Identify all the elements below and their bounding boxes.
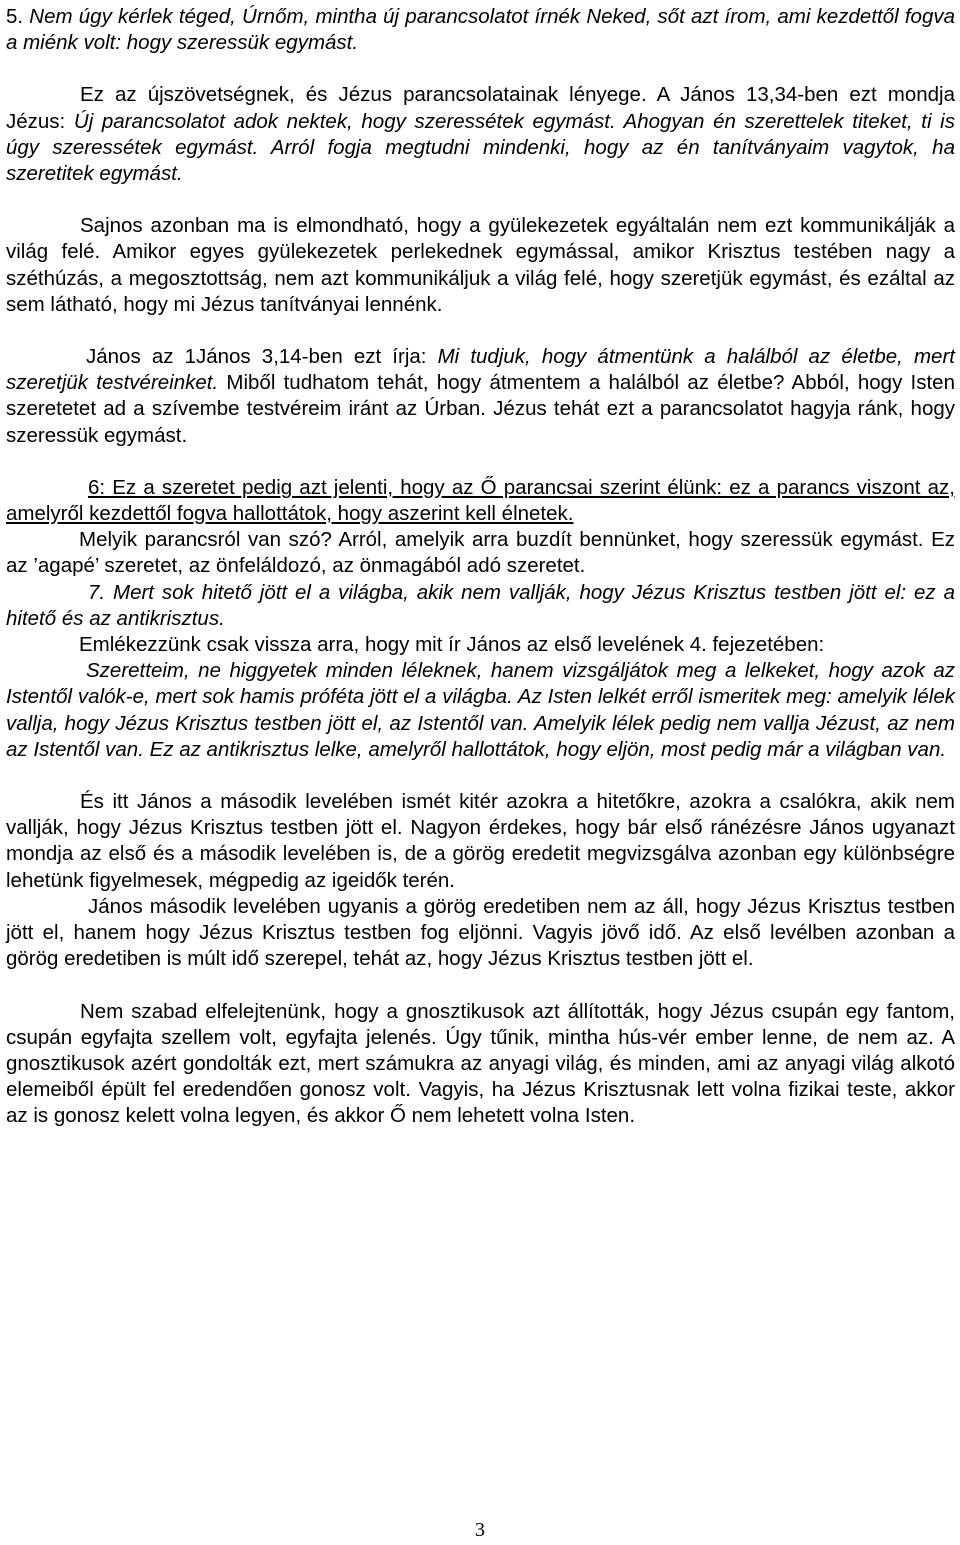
text-run: Nem szabad elfelejtenünk, hogy a gnosztikusok azt állították, hogy Jézus csupán egy fantom, csupán egyfajta szellem volt, egyfajta jelenés. Úgy tűnik, mintha hús-vér ember lenne, de nem az. A gnosztikusok azért gondolták ezt, mert számukra az anyagi világ, és minden, ami az anyagi világ alkotó elemeiből épült fel eredendően gonosz volt. Vagyis, ha Jézus Krisztusnak lett volna fizikai teste, akkor az is gonosz kelett volna legyen, és akkor Ő nem lehetett volna Isten. [6, 999, 955, 1128]
paragraph-communication [6, 213, 955, 318]
paragraph-which-command [6, 527, 955, 579]
verse-text: Nem úgy kérlek téged, Úrnőm, mintha új parancsolatot írnék Neked, sőt azt írom, ami kezdettől fogva a miénk volt: hogy szeressük egymást. [6, 5, 956, 55]
paragraph-verse-7 [6, 580, 955, 632]
paragraph-verse-6 [6, 475, 955, 527]
text-run: Sajnos azonban ma is elmondható, hogy a gyülekezetek egyáltalán nem ezt kommunikálják a világ felé. Amikor egyes gyülekezetek perlekednek egymással, amikor Krisztus testében nagy a széthúzás, a megosztottság, nem azt kommunikáljuk a világ felé, hogy szeretjük egymást, és ezáltal az sem látható, hogy mi Jézus tanítványai lennénk. [6, 214, 955, 316]
text-run: Melyik parancsról van szó? Arról, amelyik arra buzdít bennünket, hogy szeressük egymást. Ez az ’agapé’ szeretet, az önfeláldozó, az önmagából adó szeretet. [6, 528, 955, 578]
verse-number: 5. [6, 5, 30, 28]
text-run: Emlékezzünk csak vissza arra, hogy mit ír János az első levelének 4. fejezetében: [79, 633, 825, 657]
paragraph-verse-5 [6, 4, 955, 56]
text-run: Ez az újszövetségnek, és Jézus parancsolatainak lényege. A János 13,34-ben ezt mondja Jézus: [6, 83, 955, 133]
quote-run: Mi tudjuk, hogy átmentünk a halálból az életbe, mert szeretjük testvéreinket. [6, 345, 955, 395]
paragraph-1john-3-14 [6, 344, 955, 449]
quote-run: Új parancsolatot adok nektek, hogy szeressétek egymást. Ahogyan én szerettelek titeket, ti is úgy szeressétek egymást. Arról fogja megtudni mindenki, hogy az én tanítványaim vagytok, ha szeretitek egymást. [6, 109, 955, 186]
paragraph-essence [6, 82, 955, 187]
paragraph-greek-tense [6, 894, 955, 973]
underlined-verse: 6: Ez a szeretet pedig azt jelenti, hogy az Ő parancsai szerint élünk: ez a parancs viszont az, amelyről kezdettől fogva hallottátok, hogy aszerint kell élnetek. [6, 475, 955, 526]
verse-text: 7. Mert sok hitető jött el a világba, akik nem vallják, hogy Jézus Krisztus testben jött el: ez a hitető és az antikrisztus. [6, 580, 955, 630]
text-run: János második levelében ugyanis a görög eredetiben nem az áll, hogy Jézus Krisztus testben jött el, hanem hogy Jézus Krisztus testben fog eljönni. Vagyis jövő idő. Az első levélben azonban a görög eredetiben is múlt idő szerepel, tehát az, hogy Jézus Krisztus testben jött el. [6, 894, 955, 971]
paragraph-second-letter [6, 789, 955, 894]
text-run: János az 1János 3,14-ben ezt írja: [86, 345, 438, 369]
quote-run: Szeretteim, ne higgyetek minden léleknek, hanem vizsgáljátok meg a lelkeket, hogy azok az Istentől valók-e, mert sok hamis próféta jött el a világba. Az Isten lelkét erről ismeritek meg: amelyik lélek vallja, hogy Jézus Krisztus testben jött el, az Istentől van. Amelyik lélek pedig nem vallja Jézust, az nem az Istentől van. Ez az antikrisztus lelke, amelyről hallottátok, hogy eljön, most pedig már a világban van. [6, 659, 955, 761]
page-number: 3 [475, 1519, 485, 1541]
paragraph-gnostics [6, 999, 955, 1130]
paragraph-quote-1john-4 [6, 658, 955, 763]
text-run: És itt János a második levelében ismét kitér azokra a hitetőkre, azokra a csalókra, akik nem vallják, hogy Jézus Krisztus testben jött el. Nagyon érdekes, hogy bár első ránézésre János ugyanazt mondja az első és a második levelében is, de a görög eredetit megvizsgálva azonban egy különbségre lehetünk figyelmesek, mégpedig az igeidők terén. [6, 790, 955, 892]
paragraph-remember [6, 632, 955, 658]
text-run: Miből tudhatom tehát, hogy átmentem a halálból az életbe? Abból, hogy Isten szeretetet ad a szívembe testvéreim iránt az Úrban. Jézus tehát ezt a parancsolatot hagyja ránk, hogy szeressük egymást. [6, 371, 955, 447]
document-page [6, 4, 955, 1130]
